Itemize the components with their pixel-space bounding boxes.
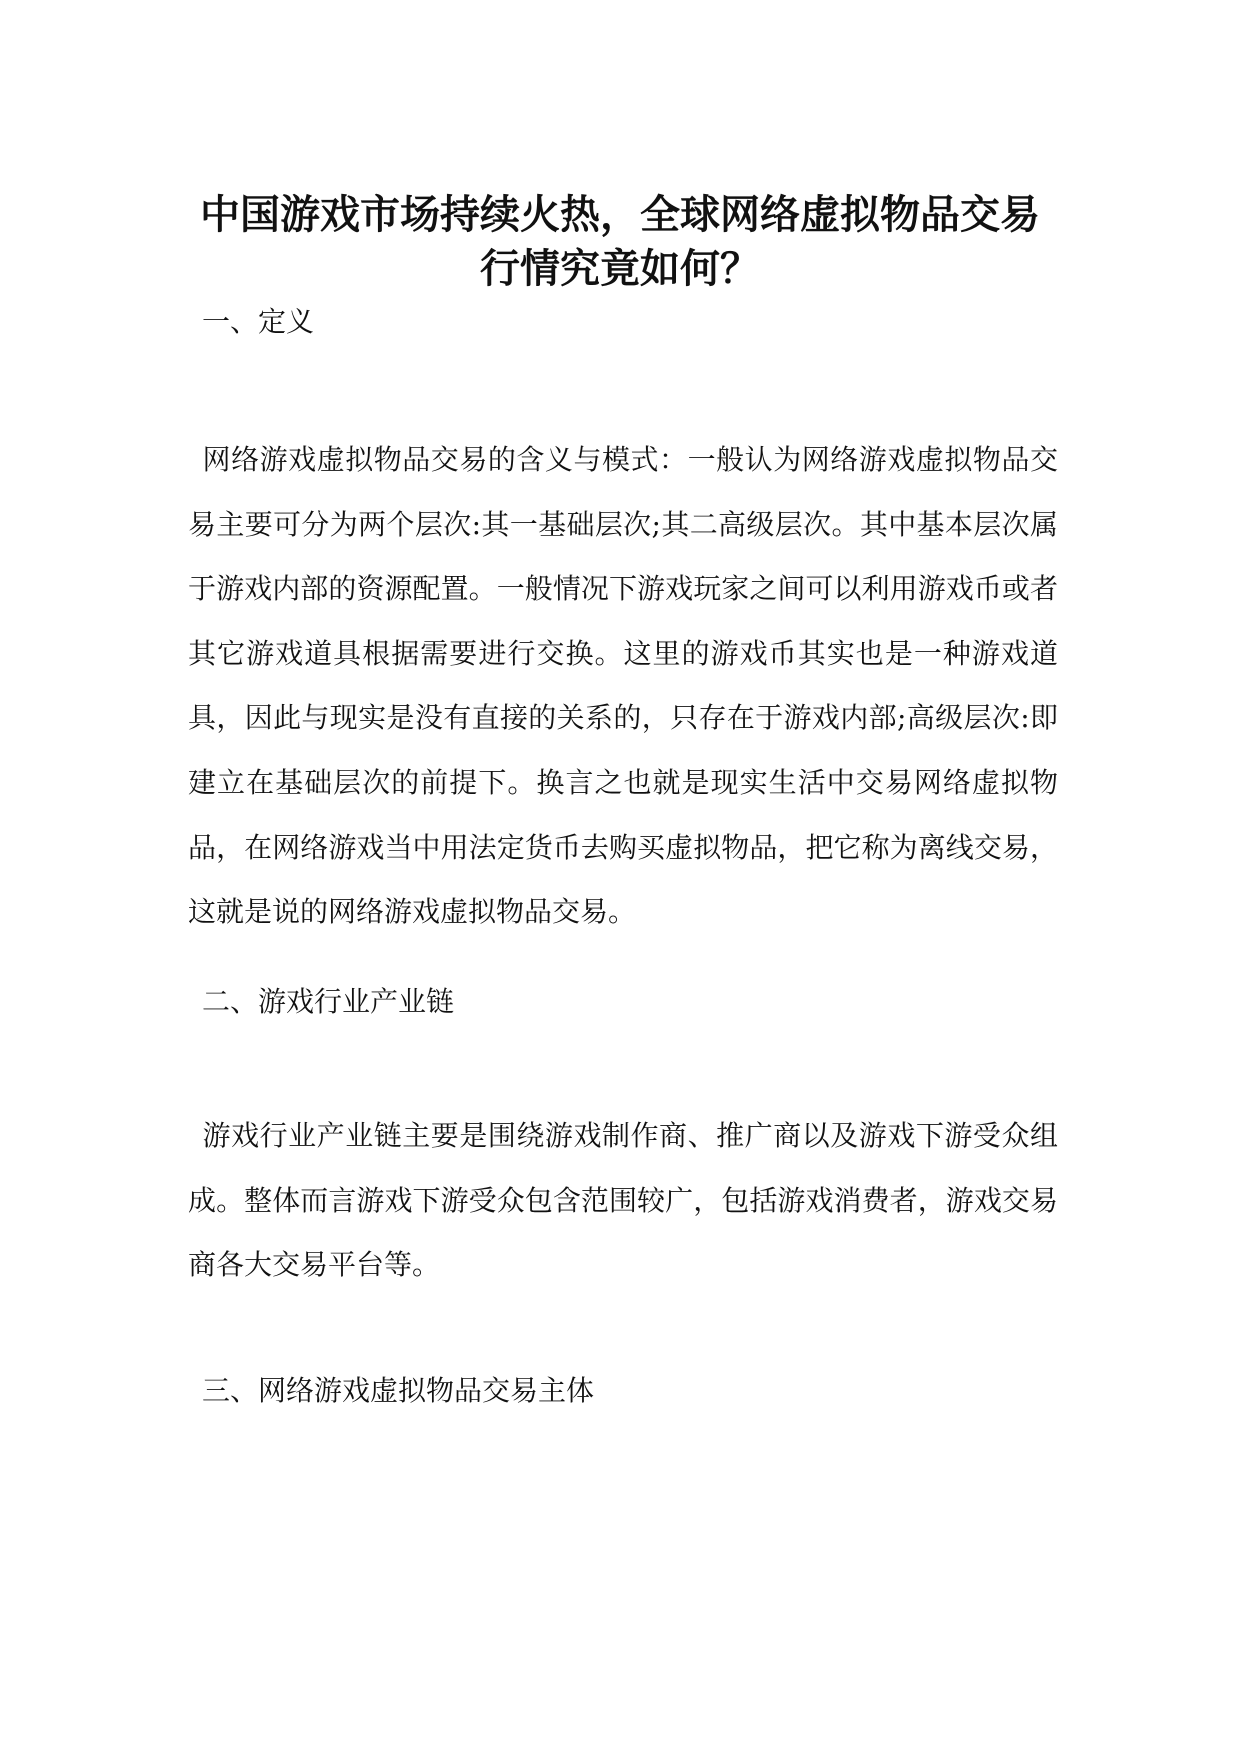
paragraph-text: 网络游戏虚拟物品交易的含义与模式：一般认为网络游戏虚拟物品交易主要可分为两个层次:其一基础层次;其二高级层次。其中基本层次属于游戏内部的资源配置。一般情况下游戏玩家之间可以利用游戏币或者其它游戏道具根据需要进行交换。这里的游戏币其实也是一种游戏道具，因此与现实是没有直接的关系的，只存在于游戏内部;高级层次:即建立在基础层次的前提下。换言之也就是现实生活中交易网络虚拟物品，在网络游戏当中用法定货币去购买虚拟物品，把它称为离线交易，这就是说的网络游戏虚拟物品交易。 — [188, 443, 1058, 929]
section-paragraph-industry-chain — [188, 1104, 1058, 1298]
section-paragraph-definition — [188, 428, 1058, 945]
section-heading-industry-chain: 二、游戏行业产业链 — [202, 985, 455, 1018]
section-heading-trading-subjects: 三、网络游戏虚拟物品交易主体 — [202, 1374, 595, 1407]
section-heading-definition: 一、定义 — [202, 305, 315, 338]
document-title: 中国游戏市场持续火热，全球网络虚拟物品交易行情究竟如何？ — [200, 191, 1040, 292]
paragraph-text: 游戏行业产业链主要是围绕游戏制作商、推广商以及游戏下游受众组成。整体而言游戏下游受众包含范围较广，包括游戏消费者，游戏交易商各大交易平台等。 — [188, 1119, 1058, 1282]
